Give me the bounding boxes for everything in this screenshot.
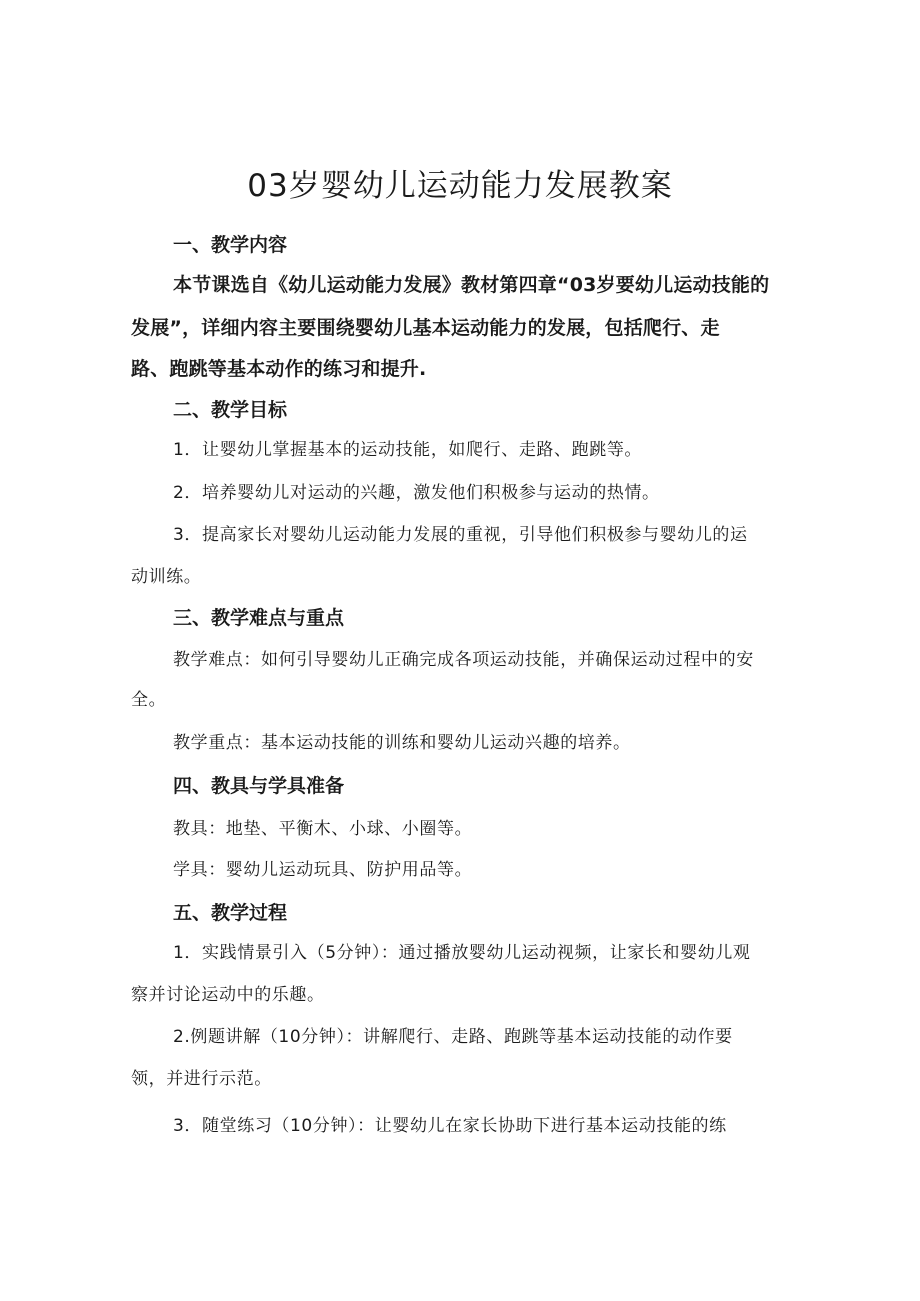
- process-step-3: 3．随堂练习（10分钟）：让婴幼儿在家长协助下进行基本运动技能的练: [173, 1116, 727, 1136]
- section-heading-content: 一、教学内容: [173, 234, 288, 256]
- difficulty-line-cont: 全。: [131, 690, 167, 710]
- process-step-2-cont: 领，并进行示范。: [131, 1069, 272, 1089]
- teaching-aids-line: 教具：地垫、平衡木、小球、小圈等。: [173, 819, 473, 839]
- process-step-1: 1．实践情景引入（5分钟）：通过播放婴幼儿运动视频，让家长和婴幼儿观: [173, 943, 751, 963]
- content-paragraph-line: 路、跑跳等基本动作的练习和提升.: [131, 358, 427, 380]
- objective-item-3: 3．提高家长对婴幼儿运动能力发展的重视，引导他们积极参与婴幼儿的运: [173, 525, 748, 545]
- document-title: 03岁婴幼儿运动能力发展教案: [247, 168, 673, 204]
- section-heading-process: 五、教学过程: [173, 902, 288, 924]
- section-heading-objectives: 二、教学目标: [173, 399, 288, 421]
- process-step-2: 2.例题讲解（10分钟）：讲解爬行、走路、跑跳等基本运动技能的动作要: [173, 1027, 733, 1047]
- learning-aids-line: 学具：婴幼儿运动玩具、防护用品等。: [173, 860, 473, 880]
- section-heading-difficulties: 三、教学难点与重点: [173, 607, 345, 629]
- process-step-1-cont: 察并讨论运动中的乐趣。: [131, 985, 325, 1005]
- objective-item-2: 2．培养婴幼儿对运动的兴趣，激发他们积极参与运动的热情。: [173, 483, 660, 503]
- objective-item-3-cont: 动训练。: [131, 567, 202, 587]
- section-heading-materials: 四、教具与学具准备: [173, 775, 345, 797]
- content-paragraph-line: 发展”，详细内容主要围绕婴幼儿基本运动能力的发展，包括爬行、走: [131, 317, 720, 339]
- objective-item-1: 1．让婴幼儿掌握基本的运动技能，如爬行、走路、跑跳等。: [173, 440, 643, 460]
- key-point-line: 教学重点：基本运动技能的训练和婴幼儿运动兴趣的培养。: [173, 733, 631, 753]
- content-paragraph-line: 本节课选自《幼儿运动能力发展》教材第四章“03岁要幼儿运动技能的: [173, 274, 770, 296]
- difficulty-line: 教学难点：如何引导婴幼儿正确完成各项运动技能，并确保运动过程中的安: [173, 650, 754, 670]
